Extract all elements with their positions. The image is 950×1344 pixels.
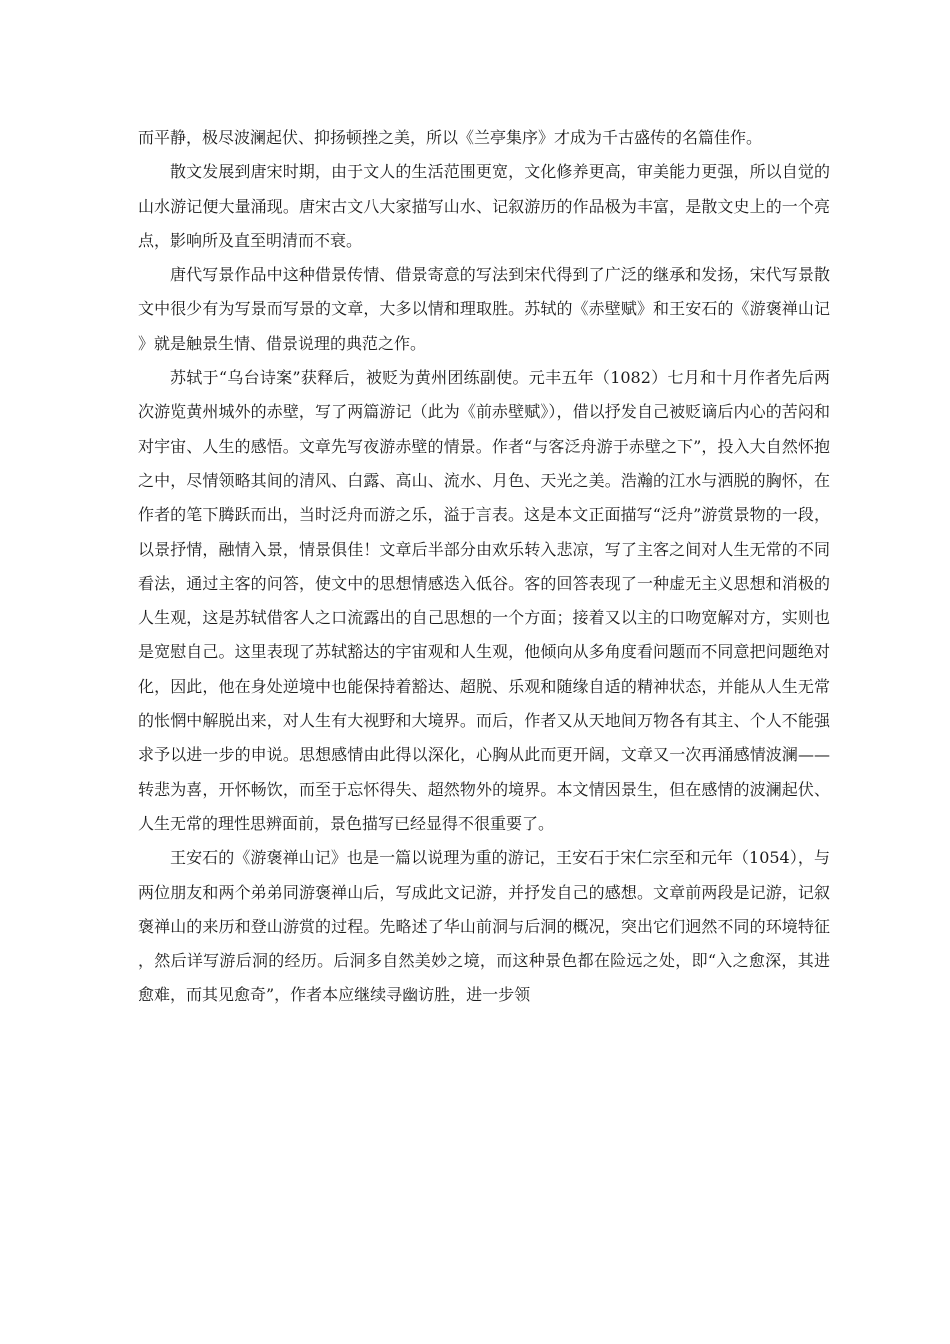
article-body (138, 121, 830, 1013)
paragraph-continuation: 而平静，极尽波澜起伏、抑扬顿挫之美，所以《兰亭集序》才成为千古盛传的名篇佳作。 (138, 128, 763, 147)
paragraph-tang-song-prose: 散文发展到唐宋时期，由于文人的生活范围更宽，文化修养更高，审美能力更强，所以自觉的山水游记便大量涌现。唐宋古文八大家描写山水、记叙游历的作品极为丰富，是散文史上的一个亮点，影响所及直至明清而不衰。 (138, 162, 830, 250)
paragraph-su-shi-chibi-fu: 苏轼于“乌台诗案”获释后，被贬为黄州团练副使。元丰五年（1082）七月和十月作者先后两次游览黄州城外的赤壁，写了两篇游记（此为《前赤壁赋》），借以抒发自己被贬谪后内心的苦闷和对宇宙、人生的感悟。文章先写夜游赤壁的情景。作者“与客泛舟游于赤壁之下”，投入大自然怀抱之中，尽情领略其间的清风、白露、高山、流水、月色、天光之美。浩瀚的江水与洒脱的胸怀，在作者的笔下腾跃而出，当时泛舟而游之乐，溢于言表。这是本文正面描写“泛舟”游赏景物的一段，以景抒情，融情入景，情景俱佳！文章后半部分由欢乐转入悲凉，写了主客之间对人生无常的不同看法，通过主客的问答，使文中的思想情感迭入低谷。客的回答表现了一种虚无主义思想和消极的人生观，这是苏轼借客人之口流露出的自己思想的一个方面；接着又以主的口吻宽解对方，实则也是宽慰自己。这里表现了苏轼豁达的宇宙观和人生观，他倾向从多角度看问题而不同意把问题绝对化，因此，他在身处逆境中也能保持着豁达、超脱、乐观和随缘自适的精神状态，并能从人生无常的怅惘中解脱出来，对人生有大视野和大境界。而后，作者又从天地间万物各有其主、个人不能强求予以进一步的申说。思想感情由此得以深化，心胸从此而更开阔，文章又一次再涌感情波澜——转悲为喜，开怀畅饮，而至于忘怀得失、超然物外的境界。本文情因景生，但在感情的波澜起伏、人生无常的理性思辨面前，景色描写已经显得不很重要了。 (138, 368, 830, 833)
paragraph-song-landscape-prose: 唐代写景作品中这种借景传情、借景寄意的写法到宋代得到了广泛的继承和发扬，宋代写景散文中很少有为写景而写景的文章，大多以情和理取胜。苏轼的《赤壁赋》和王安石的《游褒禅山记》就是触景生情、借景说理的典范之作。 (138, 265, 830, 353)
paragraph-wang-anshi-baochanshan: 王安石的《游褒禅山记》也是一篇以说理为重的游记，王安石于宋仁宗至和元年（1054），与两位朋友和两个弟弟同游褒禅山后，写成此文记游，并抒发自己的感想。文章前两段是记游，记叙褒禅山的来历和登山游赏的过程。先略述了华山前洞与后洞的概况，突出它们迥然不同的环境特征，然后详写游后洞的经历。后洞多自然美妙之境，而这种景色都在险远之处，即“入之愈深，其进愈难，而其见愈奇”，作者本应继续寻幽访胜，进一步领 (138, 848, 830, 1005)
